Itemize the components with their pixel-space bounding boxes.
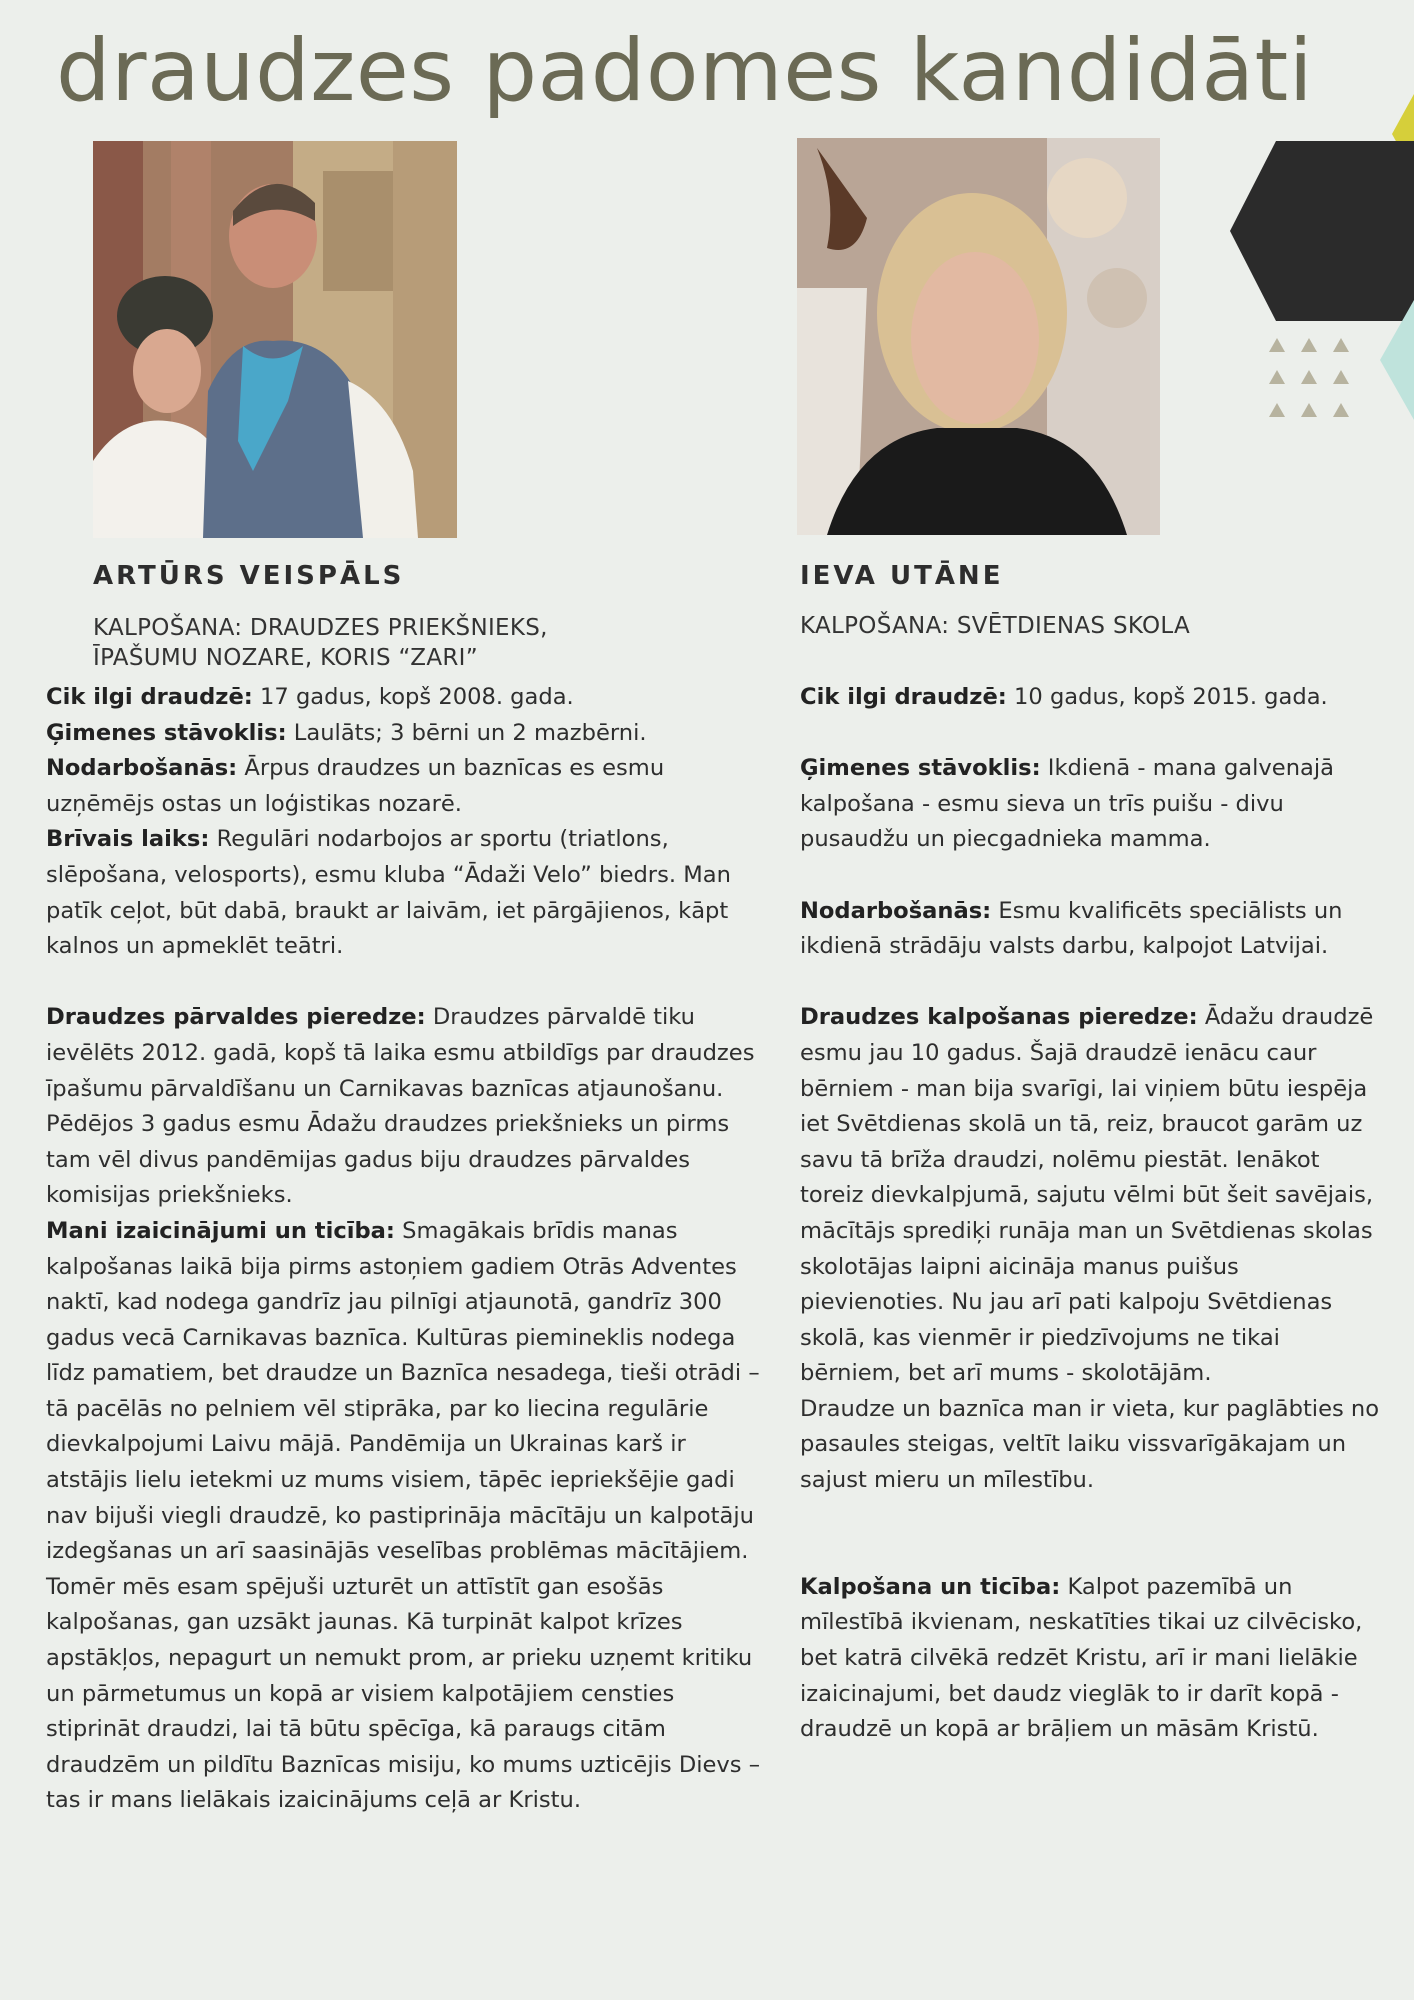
bio-paragraph [800, 1392, 1380, 1499]
candidate-name: ARTŪRS VEISPĀLS [93, 561, 405, 591]
bio-text: Esmu kvalificēts speciālists un ikdienā strādāju valsts darbu, kalpojot Latvijai. [800, 897, 1343, 960]
bio-label: Cik ilgi draudzē: [46, 684, 253, 710]
bio-paragraph [800, 751, 1380, 858]
bio-text: Ikdienā - mana galvenajā kalpošana - esmu sieva un trīs puišu - divu pusaudžu un piecgadnieka mamma. [800, 755, 1334, 853]
candidate-role [800, 611, 1360, 641]
bio-text: Regulāri nodarbojos ar sportu (triatlons, slēpošana, velosports), esmu kluba “Ādaži Velo” biedrs. Man patīk ceļot, būt dabā, braukt ar laivām, iet pārgājienos, kāpt kalnos un apmeklēt teātri. [46, 826, 731, 960]
bio-text: Draudze un baznīca man ir vieta, kur paglābties no pasaules steigas, veltīt laiku vissvarīgākajam un sajust mieru un mīlestību. [800, 1395, 1380, 1494]
teal-corner-shape [1380, 300, 1414, 420]
role-line: ĪPAŠUMU NOZARE, KORIS “ZARI” [93, 645, 478, 671]
bio-text: Laulāts; 3 bērni un 2 mazbērni. [286, 719, 647, 746]
bio-text: 17 gadus, kopš 2008. gada. [252, 684, 574, 710]
bio-paragraph [46, 1214, 766, 1819]
bio-label: Ģimenes stāvoklis: [46, 719, 287, 746]
bio-text: Draudzes pārvaldē tiku ievēlēts 2012. gadā, kopš tā laika esmu atbildīgs par draudzes īpašumu pārvaldīšanu un Carnikavas baznīcas atjaunošanu. Pēdējos 3 gadus esmu Ādažu draudzes priekšnieks un pirms tam vēl divus pandēmijas gadus biju draudzes pārvaldes komisijas priekšnieks. [46, 1004, 755, 1209]
bio-text: Ādažu draudzē esmu jau 10 gadus. Šajā draudzē ienācu caur bērniem - man bija svarīgi, lai viņiem būtu iespēja iet Svētdienas skolā un tā, reiz, braucot garām uz savu tā brīža draudzi, nolēmu piestāt. Ienākot toreiz dievkalpjumā, sajutu vēlmi būt šeit savējais, mācītājs sprediķi runāja man un Svētdienas skolas skolotājas laipni aicināja manus puišus pievienoties. Nu jau arī pati kalpoju Svētdienas skolā, kas vienmēr ir piedzīvojums ne tikai bērniem, bet arī mums - skolotājām. [800, 1004, 1374, 1387]
role-line: KALPOŠANA: SVĒTDIENAS SKOLA [800, 613, 1191, 639]
bio-label: Brīvais laiks: [46, 826, 210, 853]
bio-label: Nodarbošanās: [46, 755, 238, 782]
candidate-photo-arturs [93, 141, 457, 538]
bio-text: Kalpot pazemībā un mīlestībā ikvienam, neskatīties tikai uz cilvēcisko, bet katrā cilvēkā redzēt Kristu, arī ir mani lielākie izaicinajumi, bet daudz vieglāk to ir darīt kopā - draudzē un kopā ar brāļiem un māsām Kristū. [800, 1573, 1363, 1743]
triangle-pattern-decoration [1265, 335, 1365, 425]
bio-paragraph [46, 822, 766, 964]
candidate-bio [46, 680, 766, 1819]
bio-label: Ģimenes stāvoklis: [800, 755, 1041, 782]
bio-text: Smagākais brīdis manas kalpošanas laikā bija pirms astoņiem gadiem Otrās Adventes naktī, kad nodega gandrīz jau pilnīgi atjaunotā, gandrīz 300 gadus vecā Carnikavas baznīca. Kultūras piemineklis nodega līdz pamatiem, bet draudze un Baznīca nesadega, tieši otrādi – tā pacēlās no pelniem vēl stiprāka, par ko liecina regulārie dievkalpojumi Laivu mājā. Pandēmija un Ukrainas karš ir atstājis lielu ietekmi uz mums visiem, tāpēc iepriekšējie gadi nav bijuši viegli draudzē, ko pastiprināja mācītāju un kalpotāju izdegšanas un arī saasinājās veselības problēmas mācītājiem. Tomēr mēs esam spējuši uzturēt un attīstīt gan esošās kalpošanas, gan uzsākt jaunas. Kā turpināt kalpot krīzes apstākļos, nepagurt un nemukt prom, ar prieku uzņemt kritiku un pārmetumus un kopā ar visiem kalpotājiem censties stiprināt draudzi, lai tā būtu spēcīga, kā paraugs citām draudzēm un pildītu Baznīcas misiju, ko mums uzticējis Dievs – tas ir mans lielākais izaicinājums ceļā ar Kristu. [46, 1217, 761, 1814]
bio-label: Mani izaicinājumi un ticība: [46, 1217, 395, 1244]
candidate-bio [800, 680, 1380, 1748]
bio-label: Cik ilgi draudzē: [800, 684, 1007, 710]
bio-label: Nodarbošanās: [800, 897, 992, 924]
bio-paragraph [800, 1000, 1380, 1392]
bio-text: Ārpus draudzes un baznīcas es esmu uzņēmējs ostas un loģistikas nozarē. [46, 755, 665, 817]
bio-paragraph [800, 894, 1380, 965]
page-title: draudzes padomes kandidāti [56, 21, 1314, 121]
candidate-name: IEVA UTĀNE [800, 561, 1004, 591]
bio-text: 10 gadus, kopš 2015. gada. [1006, 684, 1328, 710]
bio-label: Draudzes kalpošanas pieredze: [800, 1004, 1198, 1031]
candidate-photo-ieva [797, 138, 1160, 535]
bio-paragraph [800, 680, 1380, 716]
bio-paragraph [46, 716, 766, 752]
role-line: KALPOŠANA: DRAUDZES PRIEKŠNIEKS, [93, 615, 548, 641]
candidate-role [93, 613, 653, 673]
bio-paragraph [800, 1570, 1380, 1748]
bio-paragraph [46, 751, 766, 822]
bio-paragraph [46, 680, 766, 716]
hexagon-decoration [1230, 141, 1414, 321]
bio-label: Draudzes pārvaldes pieredze: [46, 1004, 426, 1031]
bio-paragraph [46, 1000, 766, 1214]
bio-label: Kalpošana un ticība: [800, 1573, 1061, 1600]
